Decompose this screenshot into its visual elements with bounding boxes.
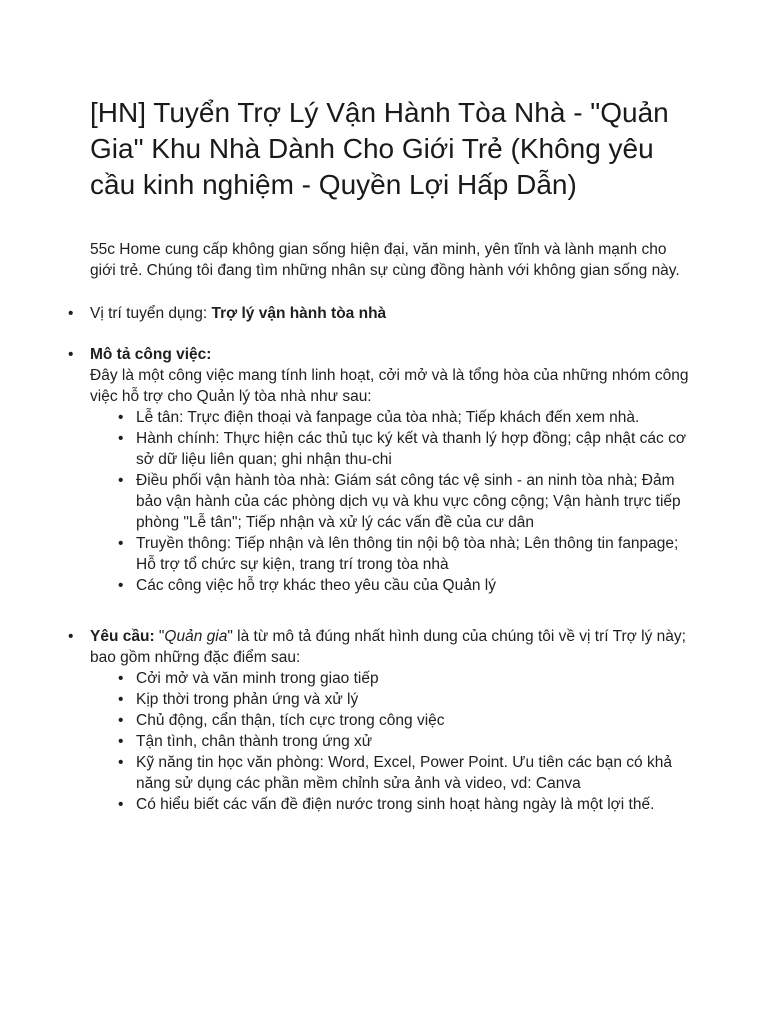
requirement-item: • Kỹ năng tin học văn phòng: Word, Excel, Power Point. Ưu tiên các bạn có khả năng sử dụng các phần mềm chỉnh sửa ảnh và video, vd: Canva bbox=[136, 752, 690, 794]
description-item: • Lễ tân: Trực điện thoại và fanpage của tòa nhà; Tiếp khách đến xem nhà. bbox=[136, 407, 690, 428]
intro-paragraph: 55c Home cung cấp không gian sống hiện đại, văn minh, yên tĩnh và lành mạnh cho giới trẻ. Chúng tôi đang tìm những nhân sự cùng đồng hành với không gian sống này. bbox=[90, 241, 680, 279]
requirement-item: • Tận tình, chân thành trong ứng xử bbox=[136, 731, 690, 752]
list-item-position bbox=[90, 303, 690, 324]
requirement-item: • Có hiểu biết các vấn đề điện nước trong sinh hoạt hàng ngày là một lợi thế. bbox=[136, 794, 690, 815]
requirements-heading: Yêu cầu: bbox=[90, 628, 155, 645]
requirements-text: " là từ mô tả đúng nhất hình dung của chúng tôi về vị trí Trợ lý này; bao gồm những đặc điểm sau: bbox=[90, 628, 686, 666]
list-item-requirements bbox=[90, 626, 690, 815]
requirement-item: • Cởi mở và văn minh trong giao tiếp bbox=[136, 668, 690, 689]
position-value: Trợ lý vận hành tòa nhà bbox=[211, 305, 387, 322]
requirements-quote-word: Quản gia bbox=[164, 628, 228, 645]
description-sublist bbox=[90, 407, 690, 596]
list-item-description bbox=[90, 344, 690, 596]
description-item: • Điều phối vận hành tòa nhà: Giám sát công tác vệ sinh - an ninh tòa nhà; Đảm bảo vận hành của các phòng dịch vụ và khu vực công cộng; Vận hành trực tiếp phòng "Lễ tân"; Tiếp nhận và xử lý các vấn đề của cư dân bbox=[136, 470, 690, 533]
description-heading: Mô tả công việc: bbox=[90, 346, 212, 363]
requirement-item: • Kịp thời trong phản ứng và xử lý bbox=[136, 689, 690, 710]
document-page bbox=[90, 95, 690, 815]
description-item: • Truyền thông: Tiếp nhận và lên thông tin nội bộ tòa nhà; Lên thông tin fanpage; Hỗ trợ tổ chức sự kiện, trang trí trong tòa nhà bbox=[136, 533, 690, 575]
page-title: [HN] Tuyển Trợ Lý Vận Hành Tòa Nhà - "Quản Gia" Khu Nhà Dành Cho Giới Trẻ (Không yêu cầu kinh nghiệm - Quyền Lợi Hấp Dẫn) bbox=[90, 97, 669, 200]
requirements-quote-open: " bbox=[154, 628, 165, 645]
requirements-sublist bbox=[90, 668, 690, 815]
description-item: • Các công việc hỗ trợ khác theo yêu cầu của Quản lý bbox=[136, 575, 690, 596]
requirement-item: • Chủ động, cẩn thận, tích cực trong công việc bbox=[136, 710, 690, 731]
position-label: Vị trí tuyển dụng: bbox=[90, 305, 212, 322]
description-item: • Hành chính: Thực hiện các thủ tục ký kết và thanh lý hợp đồng; cập nhật các cơ sở dữ liệu liên quan; ghi nhận thu-chi bbox=[136, 428, 690, 470]
main-list bbox=[90, 303, 690, 815]
description-text: Đây là một công việc mang tính linh hoạt, cởi mở và là tổng hòa của những nhóm công việc hỗ trợ cho Quản lý tòa nhà như sau: bbox=[90, 367, 689, 405]
